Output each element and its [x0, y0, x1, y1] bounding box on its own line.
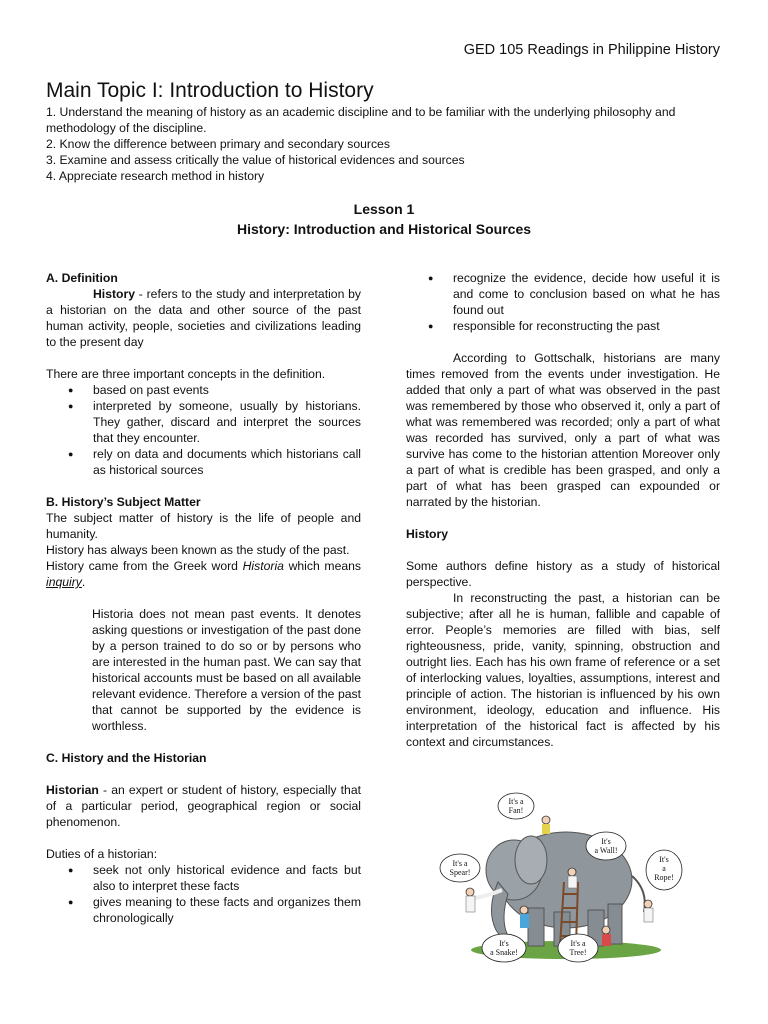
list-item: ● seek not only historical evidence and facts but also to interpret these facts	[46, 862, 361, 894]
duties-list-continued	[406, 270, 720, 334]
spear-bubble-line2: Spear!	[449, 868, 471, 877]
elephant-ear	[515, 836, 547, 884]
course-header: GED 105 Readings in Philippine History	[463, 42, 720, 58]
objective-item: 1. Understand the meaning of history as an academic discipline and to be familiar with the underlying philosophy and methodology of the discipline.	[46, 105, 676, 135]
spear-bubble-line1: It's a	[452, 859, 468, 868]
fan-bubble-line2: Fan!	[508, 806, 524, 815]
history-p2: In reconstructing the past, a historian can be subjective; after all he is human, fallible and capable of error. People’s memories are filled with bias, self righteousness, pride, vanity, spinning, obstruction and outright lies. Each has his own frame of reference or a set of interlocking values, loyalties, assumptions, interest and principle of action. The historian is influenced by his own environment, ideology, education and influence. His interpretation of the historical fact is affected by his context and circumstances.	[406, 591, 720, 749]
list-item: ● interpreted by someone, usually by historians. They gather, discard and interpret the sources that they encounter.	[46, 398, 361, 446]
objective-item: 3. Examine and assess critically the value of historical evidences and sources	[46, 153, 465, 167]
objective-item: 2. Know the difference between primary and secondary sources	[46, 137, 390, 151]
list-item: ● responsible for reconstructing the past	[406, 318, 720, 334]
section-a-heading: A. Definition	[46, 271, 118, 285]
duties-intro: Duties of a historian:	[46, 847, 158, 861]
list-item: ● gives meaning to these facts and organizes them chronologically	[46, 894, 361, 926]
right-column	[406, 270, 720, 750]
inquiry-word: inquiry	[46, 575, 82, 589]
left-column	[46, 270, 361, 926]
blind-men-elephant-cartoon	[436, 790, 686, 966]
history-heading: History	[406, 527, 448, 541]
tree-bubble-line1: It's a	[570, 939, 586, 948]
subject-matter-p2: History has always been known as the study of the past.	[46, 543, 350, 557]
section-b-heading: B. History’s Subject Matter	[46, 495, 201, 509]
concepts-intro: There are three important concepts in the definition.	[46, 367, 326, 381]
tree-bubble-line2: Tree!	[569, 948, 587, 957]
history-p1: Some authors define history as a study of historical perspective.	[406, 559, 720, 589]
elephant-leg	[528, 908, 544, 946]
historia-quote: Historia does not mean past events. It denotes asking questions or investigation of the past done by a person trained to do so or by persons who are interested in the human past. We can say that historical accounts must be based on all available relevant evidence. Therefore a version of the past that cannot be supported by the evidence is worthless.	[92, 607, 361, 733]
snake-bubble-line2: a Snake!	[490, 948, 518, 957]
section-c-heading: C. History and the Historian	[46, 751, 207, 765]
historian-definition-text: - an expert or student of history, especially that of a particular period, geographical region or social phenomenon.	[46, 783, 361, 829]
subject-matter-p1: The subject matter of history is the life of people and humanity.	[46, 511, 361, 541]
historian-definition	[46, 782, 361, 830]
rope-bubble-line2: a	[662, 864, 666, 873]
greek-word: Historia	[242, 559, 284, 573]
objective-item: 4. Appreciate research method in history	[46, 169, 265, 183]
wall-bubble-line2: a Wall!	[594, 846, 618, 855]
subject-matter-p3	[46, 558, 361, 590]
rope-bubble-line3: Rope!	[654, 873, 674, 882]
list-item: ● based on past events	[46, 382, 361, 398]
topic-title: Main Topic I: Introduction to History	[46, 79, 374, 102]
history-definition	[46, 286, 361, 350]
duties-list	[46, 862, 361, 926]
concepts-list	[46, 382, 361, 478]
p3-end: .	[81, 575, 86, 589]
lesson-number: Lesson 1	[353, 201, 415, 217]
p3-text-a: History came from the Greek word	[46, 559, 243, 573]
snake-bubble-line1: It's	[499, 939, 509, 948]
p3-text-b: which means	[283, 559, 361, 573]
wall-bubble-line1: It's	[601, 837, 611, 846]
historian-term: Historian	[46, 783, 99, 797]
objectives-list	[46, 104, 736, 184]
history-term: History	[93, 287, 135, 301]
rope-bubble-line1: It's	[659, 855, 669, 864]
fan-bubble-line1: It's a	[508, 797, 524, 806]
list-item: ● rely on data and documents which historians call as historical sources	[46, 446, 361, 478]
elephant-tail	[632, 876, 645, 912]
list-item: ● recognize the evidence, decide how useful it is and come to conclusion based on what he has found out	[406, 270, 720, 318]
history-definition-text: - refers to the study and interpretation by a historian on the data and other source of the past human activity, people, societies and civilizations leading to the present day	[46, 287, 361, 349]
lesson-title: History: Introduction and Historical Sources	[236, 221, 532, 237]
gottschalk-paragraph: According to Gottschalk, historians are many times removed from the events under investigation. He added that only a part of what was observed in the past was remembered by those who observed it, only a part of what was remembered was recorded; only a part of what was recorded has survived, only a part of what was survive has come to the historian attention Moreover only a part of what is credible has been grasped, and only a part of what has been grasped can expounded or narrated by the historian.	[406, 351, 720, 509]
